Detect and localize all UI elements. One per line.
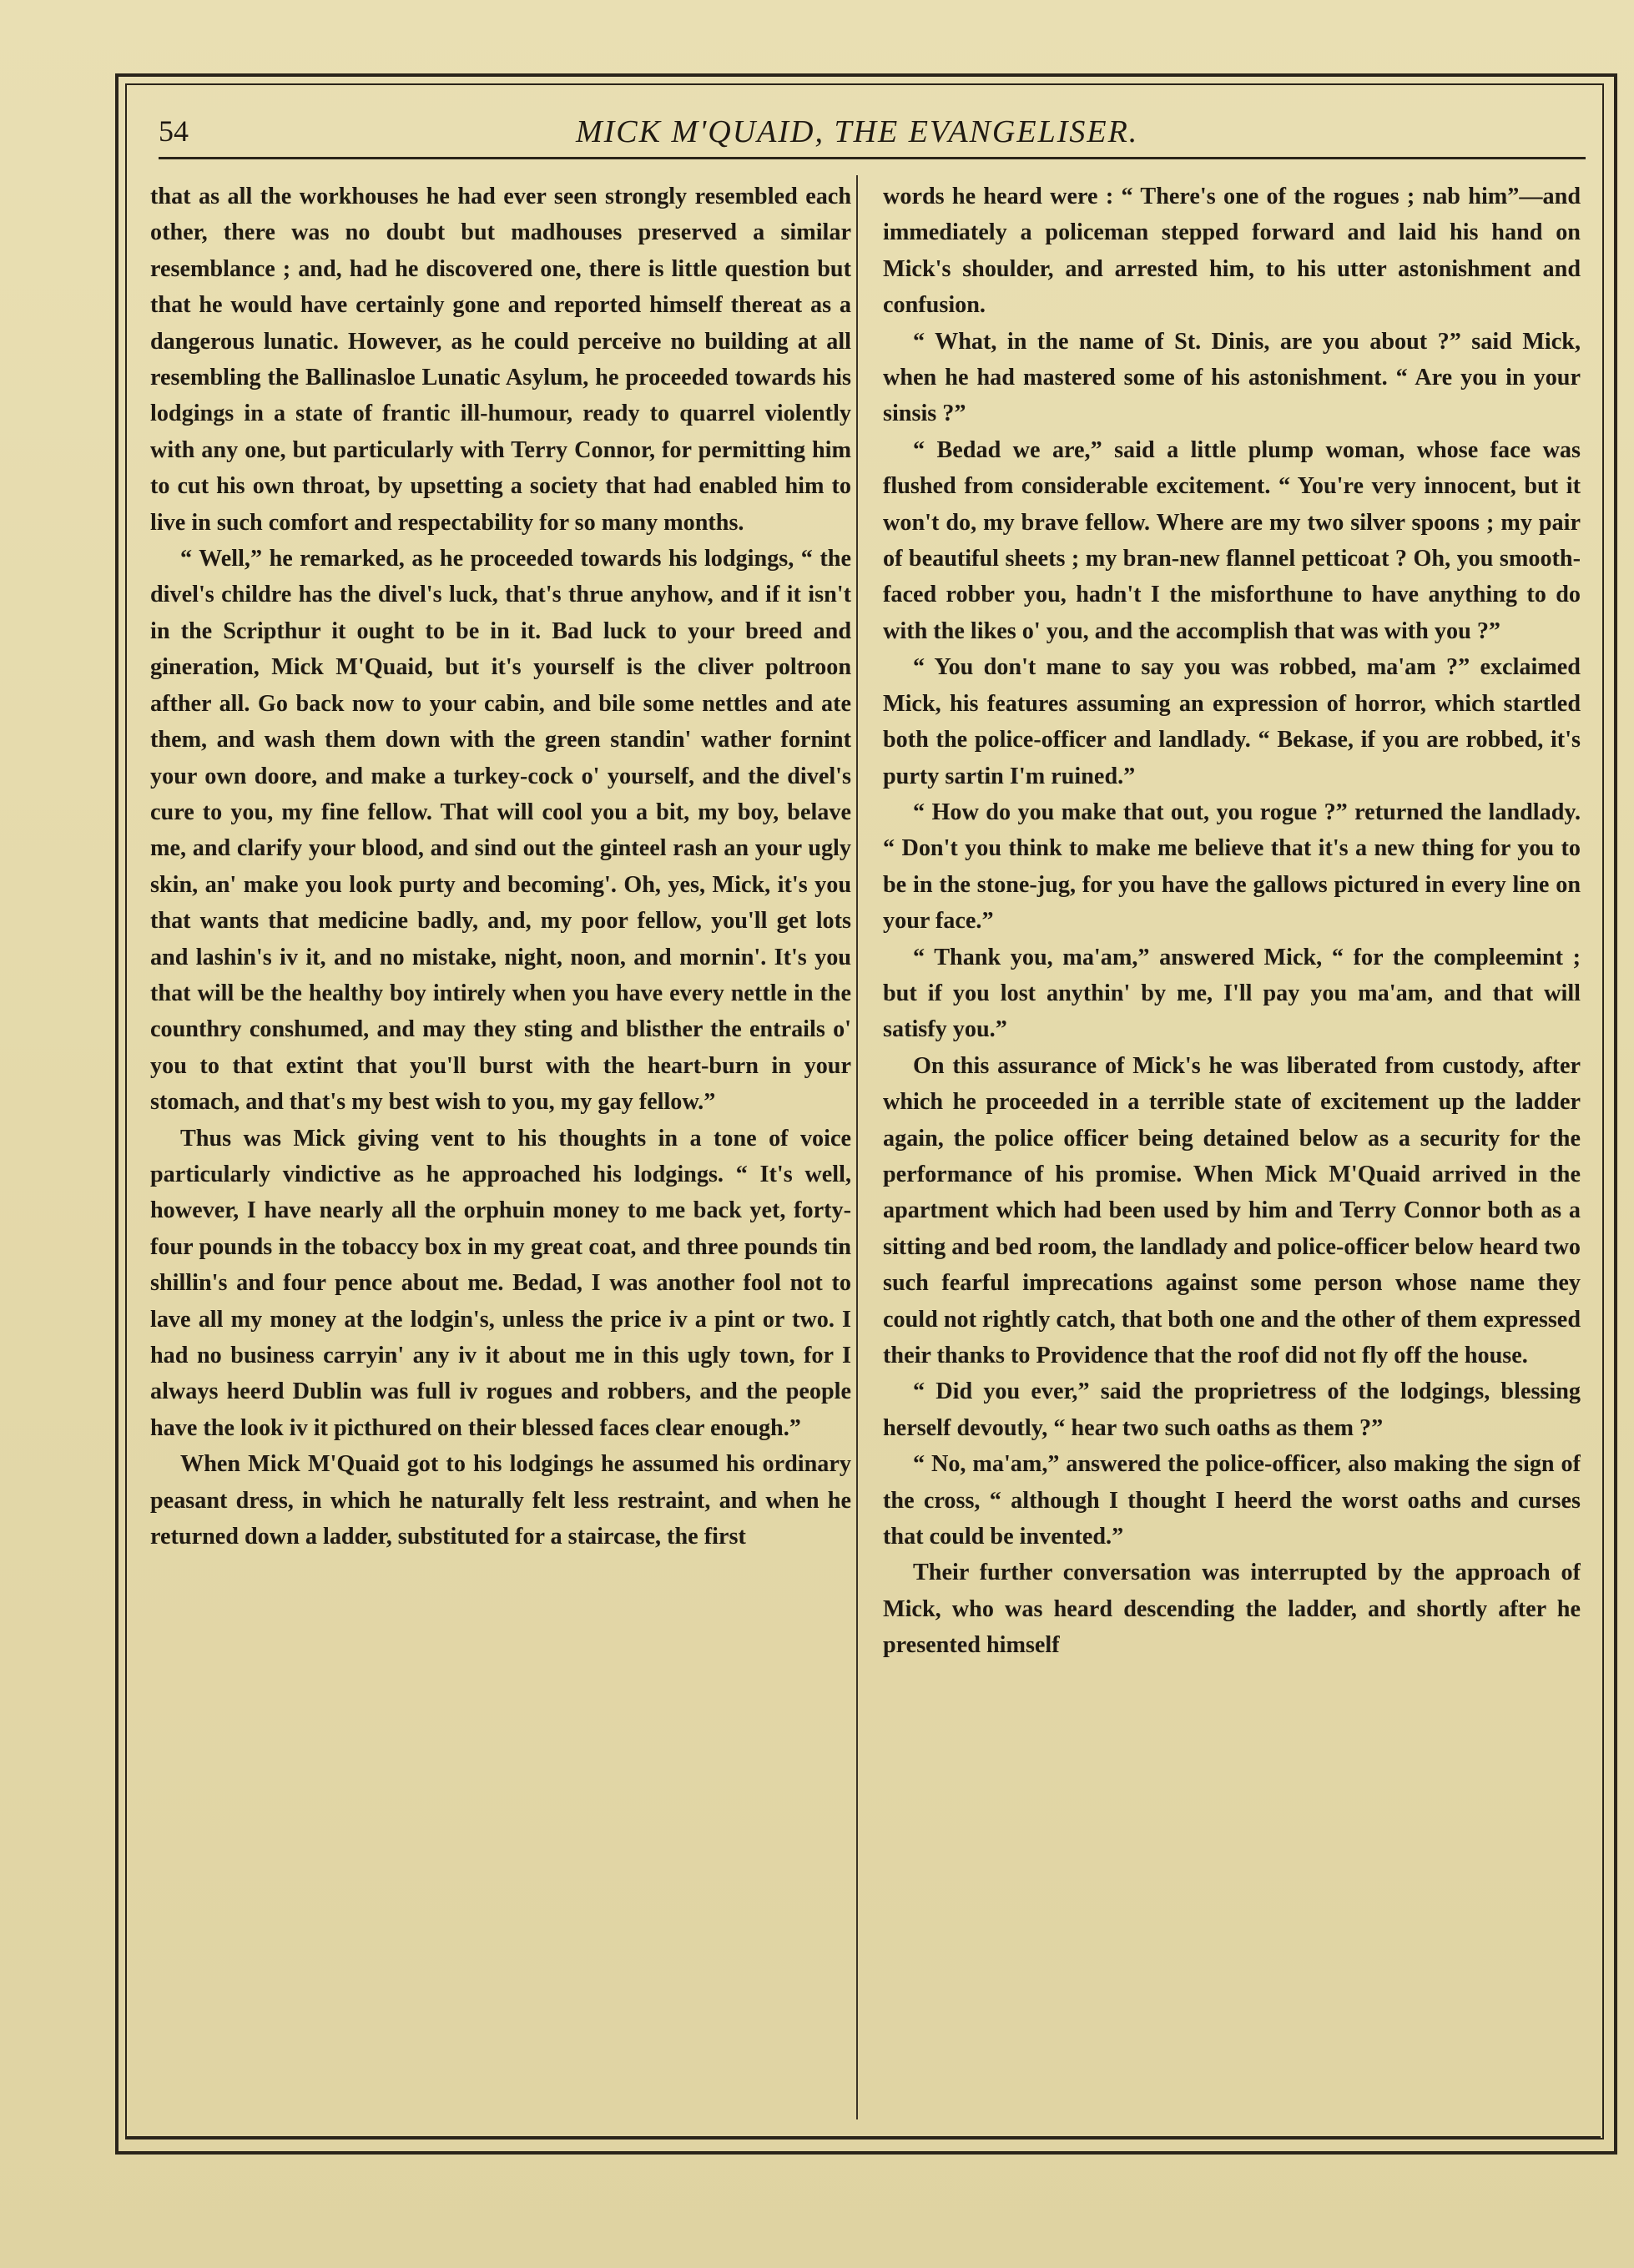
- page-number: 54: [159, 114, 189, 148]
- left-column: [150, 179, 851, 2123]
- paragraph: “ You don't mane to say you was robbed, ma'am ?” exclaimed Mick, his features assuming an expression of horror, which startled both the police-officer and landlady. “ Bekase, if you are robbed, it's purty sartin I'm ruined.”: [883, 654, 1581, 789]
- paragraph: “ No, ma'am,” answered the police-officer, also making the sign of the cross, “ although I thought I heerd the worst oaths and curses that could be invented.”: [883, 1451, 1581, 1550]
- paragraph: Their further conversation was interrupted by the approach of Mick, who was heard descending the ladder, and shortly after he presented himself: [883, 1560, 1581, 1659]
- column-divider: [856, 175, 858, 2119]
- paragraph: When Mick M'Quaid got to his lodgings he assumed his ordinary peasant dress, in which he naturally felt less restraint, and when he returned down a ladder, substituted for a staircase, the first: [150, 1451, 851, 1550]
- paragraph: “ How do you make that out, you rogue ?” returned the landlady. “ Don't you think to make me believe that it's a new thing for you to be in the stone-jug, for you have the gallows pictured in every line on your face.”: [883, 799, 1581, 935]
- bottom-rule: [125, 2136, 1601, 2139]
- paragraph: that as all the workhouses he had ever seen strongly resembled each other, there was no doubt but madhouses preserved a similar resemblance ; and, had he discovered one, there is little question but that he would have certainly gone and reported himself thereat as a dangerous lunatic. However, as he could perceive no building at all resembling the Ballinasloe Lunatic Asylum, he proceeded towards his lodgings in a state of frantic ill-humour, ready to quarrel violently with any one, but particularly with Terry Connor, for permitting him to cut his own throat, by upsetting a society that had enabled him to live in such comfort and respectability for so many months.: [150, 184, 851, 536]
- paragraph: “ Bedad we are,” said a little plump woman, whose face was flushed from considerable excitement. “ You're very innocent, but it won't do, my brave fellow. Where are my two silver spoons ; my pair of beautiful sheets ; my bran-new flannel petticoat ? Oh, you smooth-faced robber you, hadn't I the misforthune to have anything to do with the likes o' you, and the accomplish that was with you ?”: [883, 436, 1581, 644]
- paragraph: Thus was Mick giving vent to his thoughts in a tone of voice particularly vindictive as he approached his lodgings. “ It's well, however, I have nearly all the orphuin money to me back yet, forty-four pounds in the tobaccy box in my great coat, and three pounds tin shillin's and four pence about me. Bedad, I was another fool not to lave all my money at the lodgin's, unless the price iv a pint or two. I had no business carryin' any iv it about me in this ugly town, for I always heerd Dublin was full iv rogues and robbers, and the people have the look iv it picthured on their blessed faces clear enough.”: [150, 1125, 851, 1441]
- right-column: [883, 179, 1581, 2123]
- paragraph: “ Did you ever,” said the proprietress of the lodgings, blessing herself devoutly, “ hear two such oaths as them ?”: [883, 1378, 1581, 1441]
- paragraph: On this assurance of Mick's he was liberated from custody, after which he proceeded in a terrible state of excitement up the ladder again, the police officer being detained below as a security for the performance of his promise. When Mick M'Quaid arrived in the apartment which had been used by him and Terry Connor both as a sitting and bed room, the landlady and police-officer below heard two such fearful imprecations against some person whose name they could not rightly catch, that both one and the other of them expressed their thanks to Providence that the roof did not fly off the house.: [883, 1052, 1581, 1368]
- header-rule: [159, 157, 1586, 159]
- paragraph: “ Well,” he remarked, as he proceeded towards his lodgings, “ the divel's childre has the divel's luck, that's thrue anyhow, and if it isn't in the Scripthur it ought to be in it. Bad luck to your breed and gineration, Mick M'Quaid, but it's yourself is the cliver poltroon afther all. Go back now to your cabin, and bile some nettles and ate them, and wash them down with the green standin' wather fornint your own doore, and make a turkey-cock o' yourself, and the divel's cure to you, my fine fellow. That will cool you a bit, my boy, belave me, and clarify your blood, and sind out the ginteel rash an your ugly skin, an' make you look purty and becoming'. Oh, yes, Mick, it's you that wants that medicine badly, and, my poor fellow, you'll get lots and lashin's iv it, and no mistake, night, noon, and mornin'. It's you that will be the healthy boy intirely when you have every nettle in the counthry conshumed, and may they sting and blisther the entrails o' you to that extint that you'll burst with the heart-burn in your stomach, and that's my best wish to you, my gay fellow.”: [150, 546, 851, 1116]
- running-title: MICK M'QUAID, THE EVANGELISER.: [576, 114, 1139, 149]
- paragraph: words he heard were : “ There's one of the rogues ; nab him”—and immediately a policeman stepped forward and laid his hand on Mick's shoulder, and arrested him, to his utter astonishment and confusion.: [883, 184, 1581, 319]
- paragraph: “ What, in the name of St. Dinis, are you about ?” said Mick, when he had mastered some of his astonishment. “ Are you in your sinsis ?”: [883, 328, 1581, 427]
- paragraph: “ Thank you, ma'am,” answered Mick, “ for the compleemint ; but if you lost anythin' by me, I'll pay you ma'am, and that will satisfy you.”: [883, 944, 1581, 1043]
- page-header: [159, 110, 1577, 155]
